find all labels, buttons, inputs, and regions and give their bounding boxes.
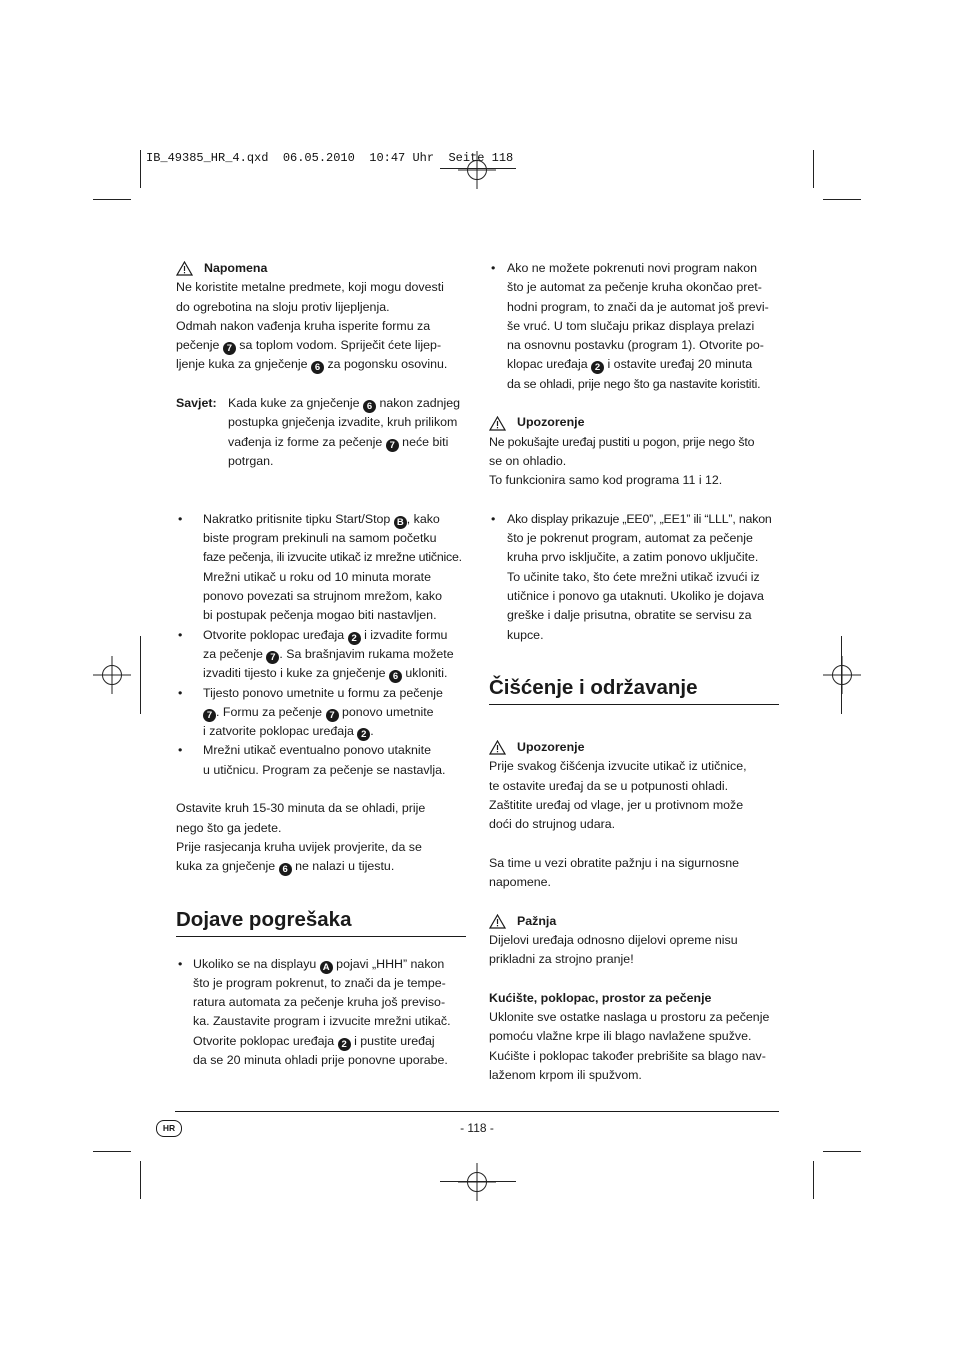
crop-mark xyxy=(140,150,141,188)
list-item: • Ako ne možete pokrenuti novi program nakon što je automat za pečenje kruha okončao pret- hodni program, to znači da je automat još previ- še vruć. U tom slučaju prikaz displaya prelazi na osnovnu postavku (program 1). Otvorite po- klopac uređaja 2 i ostavite uređaj 20 minuta da se ohladi, prije nego što ga nastavite koristiti. xyxy=(489,259,779,394)
warning-triangle-icon xyxy=(176,261,193,276)
pan-number-badge: 7 xyxy=(203,709,216,722)
pan-number-badge: 7 xyxy=(223,342,236,355)
page-number: - 118 - xyxy=(460,1121,494,1135)
note-text: Ne koristite metalne predmete, koji mogu dovesti xyxy=(176,280,444,295)
section-heading-errors: Dojave pogrešaka xyxy=(176,907,466,937)
attention-heading xyxy=(489,912,779,931)
crop-mark xyxy=(823,199,861,200)
warning-title: Upozorenje xyxy=(517,739,585,754)
lid-number-badge: 2 xyxy=(357,728,370,741)
paragraph: Sa time u vezi obratite pažnju i na sigurnosne xyxy=(489,855,740,870)
crop-mark xyxy=(823,1151,861,1152)
warning-triangle-icon xyxy=(489,740,506,755)
pan-number-badge: 7 xyxy=(386,439,399,452)
subheading-housing: Kućište, poklopac, prostor za pečenje xyxy=(489,990,712,1005)
registration-mark-icon xyxy=(823,656,861,694)
list-item: • Mrežni utikač eventualno ponovo utaknite u utičnicu. Program za pečenje se nastavlja. xyxy=(176,741,466,780)
lid-number-badge: 2 xyxy=(338,1038,351,1051)
warning-title: Upozorenje xyxy=(517,415,585,430)
pan-number-badge: 7 xyxy=(326,709,339,722)
crop-mark xyxy=(93,1151,131,1152)
section-heading-cleaning: Čišćenje i održavanje xyxy=(489,675,779,705)
list-item: • Otvorite poklopac uređaja 2 i izvadite formu za pečenje 7 . Sa brašnjavim rukama možete izvaditi tijesto i kuke za gnječenje 6 ukloniti. xyxy=(176,626,466,684)
warning-heading xyxy=(489,413,779,432)
lid-number-badge: 2 xyxy=(348,632,361,645)
crop-mark xyxy=(140,636,141,714)
crop-mark xyxy=(140,1161,141,1199)
crop-mark xyxy=(813,1161,814,1199)
startstop-letter-badge: B xyxy=(394,516,407,529)
registration-mark-icon xyxy=(458,151,496,189)
registration-mark-icon xyxy=(93,656,131,694)
lid-number-badge: 2 xyxy=(591,361,604,374)
hook-number-badge: 6 xyxy=(279,863,292,876)
left-column: Napomena Ne koristite metalne predmete, koji mogu dovesti do ogrebotina na sloju protiv lijepljenja. Odmah nakon vađenja kruha isperite formu za pečenje 7 sa toplom vodom. Spriječit ćete lijep- ljenje kuka za gnječenje 6 za pogonsku osovinu. Savjet: Kada kuke za gnječenje 6 nakon zadnjeg postupka gnječenja izvadite, kruh prilikom vađenja iz forme za pečenje 7 neće biti potrgan. • Nakratko pritisnite tipku Start/Stop B , kako biste program prekinuli na samom početku faze pečenja, ili izvucite utikač iz mrežne utičnice. Mrežni utikač u roku od 10 minuta morate ponovo povezati sa strujnom mrežom, kako bi postupak pečenja mogao biti nastavljen. • Otvorite poklopac uređaja 2 i izvadite formu za pečenje 7 . Sa brašnjavim rukama možete izvaditi tijesto i kuke za gnječenje 6 ukloniti. • Tijesto ponovo umetnite u formu za pečenje 7 . Formu za pečenje 7 ponovo umetnite i zatvorite poklopac uređaja 2 . • Mrežni utikač eventualno ponovo utaknite u utičnicu. Program za pečenje se nastavlja. Ostavite kruh 15-30 minuta da se ohladi, prije nego što ga jedete. Prije rasjecanja kruha uvijek provjerite, da se kuka za gnječenje 6 ne nalazi u tijestu. Dojave pogrešaka • Ukoliko se na displayu A pojavi „HHH” nakon što je program pokrenut, to znači da je tempe- ratura automata za pečenje kruha još previso- ka. Zaustavite program i izvucite mrežni utikač. Otvorite poklopac uređaja 2 i pustite uređaj da se 20 minuta ohladi prije ponovne uporabe. xyxy=(176,259,466,1070)
list-item: • Ukoliko se na displayu A pojavi „HHH” nakon što je program pokrenut, to znači da je tempe- ratura automata za pečenje kruha još previso- ka. Zaustavite program i izvucite mrežni utikač. Otvorite poklopac uređaja 2 i pustite uređaj da se 20 minuta ohladi prije ponovne uporabe. xyxy=(176,955,466,1071)
attention-title: Pažnja xyxy=(517,913,557,928)
crop-mark xyxy=(93,199,131,200)
language-badge: HR xyxy=(156,1120,182,1137)
file-slug: IB_49385_HR_4.qxd 06.05.2010 10:47 Uhr Seite 118 xyxy=(146,151,514,165)
hook-number-badge: 6 xyxy=(311,361,324,374)
display-letter-badge: A xyxy=(320,961,333,974)
tip-label: Savjet: xyxy=(176,396,217,411)
pan-number-badge: 7 xyxy=(266,651,279,664)
hook-number-badge: 6 xyxy=(389,670,402,683)
note-heading xyxy=(176,259,466,278)
tip-block: Savjet: Kada kuke za gnječenje 6 nakon zadnjeg postupka gnječenja izvadite, kruh prilikom vađenja iz forme za pečenje 7 neće biti potrgan. xyxy=(176,394,466,471)
list-item: • Tijesto ponovo umetnite u formu za pečenje 7 . Formu za pečenje 7 ponovo umetnite i zatvorite poklopac uređaja 2 . xyxy=(176,684,466,742)
warning-heading xyxy=(489,738,779,757)
list-item: • Ako display prikazuje „EE0”, „EE1” ili “LLL”, nakon što je pokrenut program, automat za pečenje kruha prvo isključite, a zatim ponovo uključite. To učinite tako, što ćete mrežni utikač izvući iz utičnice i ponovo ga utaknuti. Ukoliko je dojava greške i dalje prisutna, obratite se servisu za kupce. xyxy=(489,510,779,645)
registration-mark-icon xyxy=(458,1163,496,1201)
warning-triangle-icon xyxy=(489,416,506,431)
crop-mark xyxy=(841,636,842,714)
list-item: • Nakratko pritisnite tipku Start/Stop B , kako biste program prekinuli na samom početku faze pečenja, ili izvucite utikač iz mrežne utičnice. Mrežni utikač u roku od 10 minuta morate ponovo povezati sa strujnom mrežom, kako bi postupak pečenja mogao biti nastavljen. xyxy=(176,510,466,626)
crop-mark xyxy=(813,150,814,188)
right-column: • Ako ne možete pokrenuti novi program nakon što je automat za pečenje kruha okončao pret- hodni program, to znači da je automat još previ- še vruć. U tom slučaju prikaz displaya prelazi na osnovnu postavku (program 1). Otvorite po- klopac uređaja 2 i ostavite uređaj 20 minuta da se ohladi, prije nego što ga nastavite koristiti. Upozorenje Ne pokušajte uređaj pustiti u pogon, prije nego što se on ohladio. To funkcionira samo kod programa 11 i 12. • Ako display prikazuje „EE0”, „EE1” ili “LLL”, nakon što je pokrenut program, automat za pečenje kruha prvo isključite, a zatim ponovo uključite. To učinite tako, što ćete mrežni utikač izvući iz utičnice i ponovo ga utaknuti. Ukoliko je dojava greške i dalje prisutna, obratite se servisu za kupce. Čišćenje i održavanje Upozorenje Prije svakog čišćenja izvucite utikač iz utičnice, te ostavite uređaj da se u potpunosti ohladi. Zaštitite uređaj od vlage, jer u protivnom može doći do strujnog udara. Sa time u vezi obratite pažnju i na sigurnosne napomene. Pažnja Dijelovi uređaja odnosno dijelovi opreme nisu prikladni za strojno pranje! Kućište, poklopac, prostor za pečenje Uklonite sve ostatke naslaga u prostoru za pečenje pomoću vlažne krpe ili blago navlažene spužve. Kućište i poklopac također prebrišite sa blago nav- laženom krpom ili spužvom. xyxy=(489,259,779,1085)
hook-number-badge: 6 xyxy=(363,400,376,413)
note-title: Napomena xyxy=(204,261,268,275)
paragraph: Ostavite kruh 15-30 minuta da se ohladi, prije xyxy=(176,801,426,816)
warning-triangle-icon xyxy=(489,914,506,929)
footer-rule xyxy=(175,1111,779,1112)
